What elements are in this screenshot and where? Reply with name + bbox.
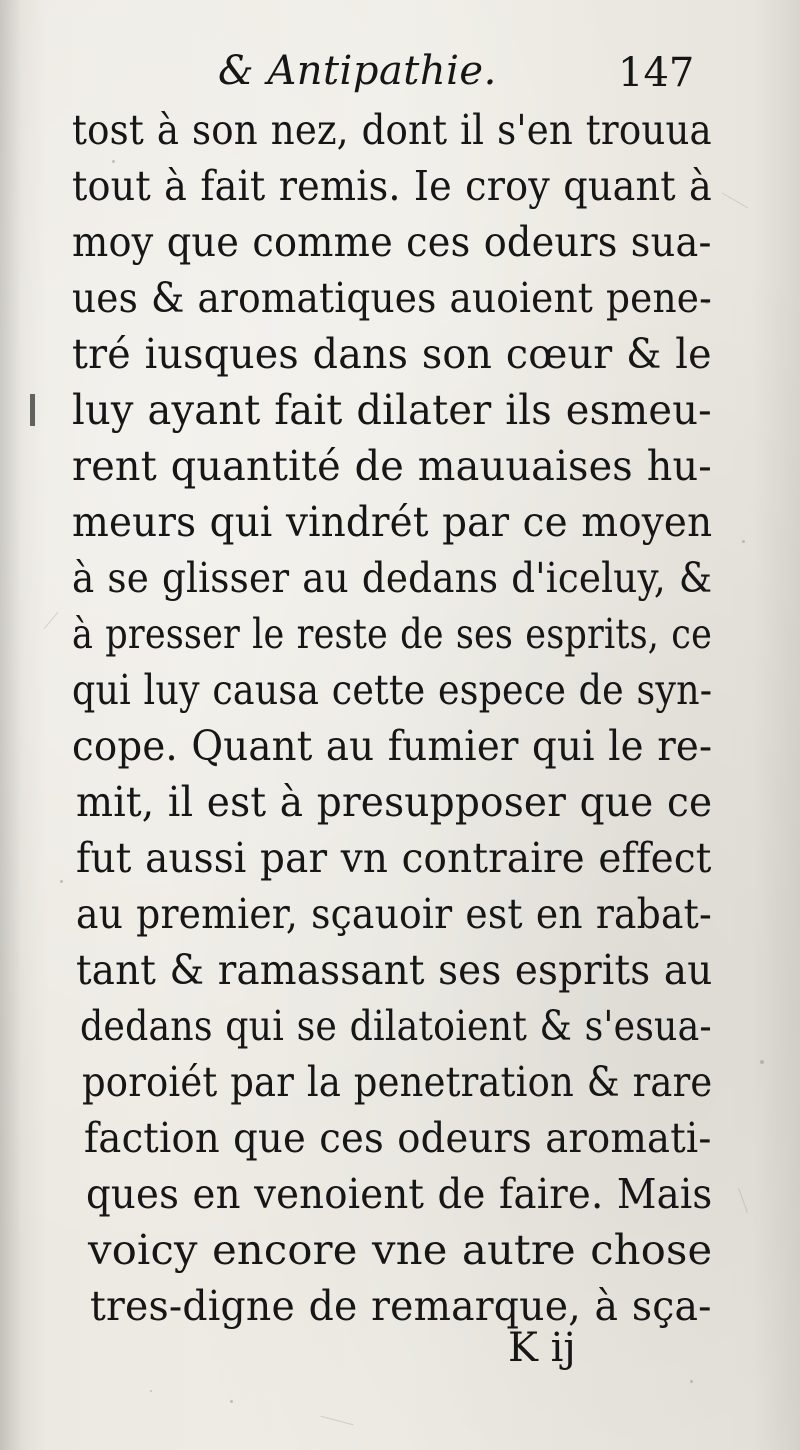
text-line: voicy encore vne autre chose: [88, 1226, 713, 1274]
text-line: rent quantité de mauuaises hu-: [72, 442, 712, 490]
text-line: poroiét par la penetration & rare: [82, 1058, 713, 1106]
page-number: 147: [618, 50, 695, 96]
signature-mark: K ij: [508, 1325, 576, 1371]
text-line: au premier, sçauoir est en rabat-: [76, 890, 712, 938]
text-line: moy que comme ces odeurs sua-: [72, 218, 712, 266]
text-line: tant & ramassant ses esprits au: [76, 946, 713, 994]
text-line: dedans qui se dilatoient & s'esua-: [80, 1002, 712, 1050]
text-line: ques en venoient de faire. Mais: [86, 1170, 713, 1218]
text-line: mit, il est à presupposer que ce: [76, 778, 713, 826]
text-line: tost à son nez, dont il s'en trouua: [72, 106, 712, 154]
text-line: meurs qui vindrét par ce moyen: [72, 498, 713, 546]
text-line: qui luy causa cette espece de syn-: [72, 666, 713, 714]
text-line: fut aussi par vn contraire effect: [76, 834, 712, 882]
running-title: & Antipathie.: [218, 48, 497, 94]
text-line: à se glisser au dedans d'iceluy, &: [72, 554, 713, 602]
text-line: cope. Quant au fumier qui le re-: [72, 722, 713, 770]
text-line: luy ayant fait dilater ils esmeu-: [72, 386, 712, 434]
text-line: faction que ces odeurs aromati-: [84, 1114, 712, 1162]
text-line: tré iusques dans son cœur & le: [72, 330, 712, 378]
text-line: ues & aromatiques auoient pene-: [72, 274, 712, 322]
text-line: tres-digne de remarque, à sça-: [90, 1282, 712, 1330]
text-line: à presser le reste de ses esprits, ce: [72, 610, 713, 658]
text-line: tout à fait remis. Ie croy quant à: [72, 162, 712, 210]
